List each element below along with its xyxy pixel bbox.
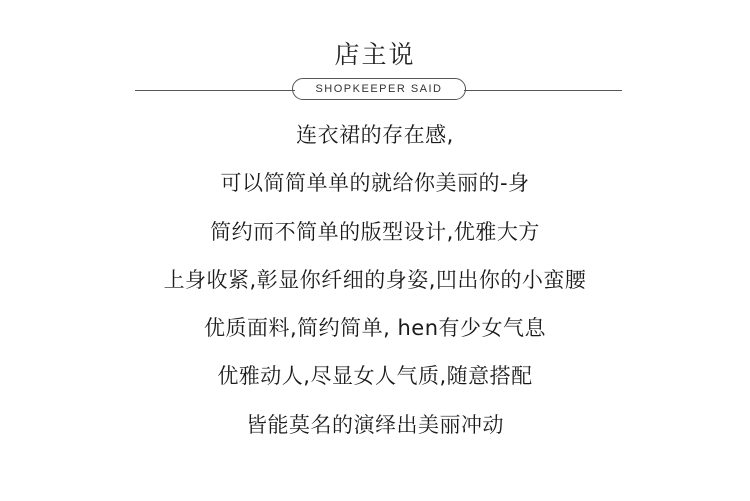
description-line: 优质面料,简约简单, hen有少女气息 (203, 316, 547, 341)
description-line: 上身收紧,彰显你纤细的身姿,凹出你的小蛮腰 (163, 267, 587, 292)
description-line: 连衣裙的存在感, (296, 123, 454, 147)
description-line: 可以简简单单的就给你美丽的-身 (220, 171, 530, 196)
description-line: 简约而不简单的版型设计,优雅大方 (210, 219, 540, 244)
divider-line-left (135, 90, 295, 91)
description-line: 优雅动人,尽显女人气质,随意搭配 (217, 364, 533, 389)
subtitle-badge: SHOPKEEPER SAID (292, 78, 466, 100)
description-text-block (0, 118, 750, 456)
section-title: 店主说 (334, 40, 416, 69)
divider-line-right (464, 90, 622, 91)
description-line: 皆能莫名的演绎出美丽冲动 (246, 412, 504, 437)
title-divider (0, 78, 750, 102)
